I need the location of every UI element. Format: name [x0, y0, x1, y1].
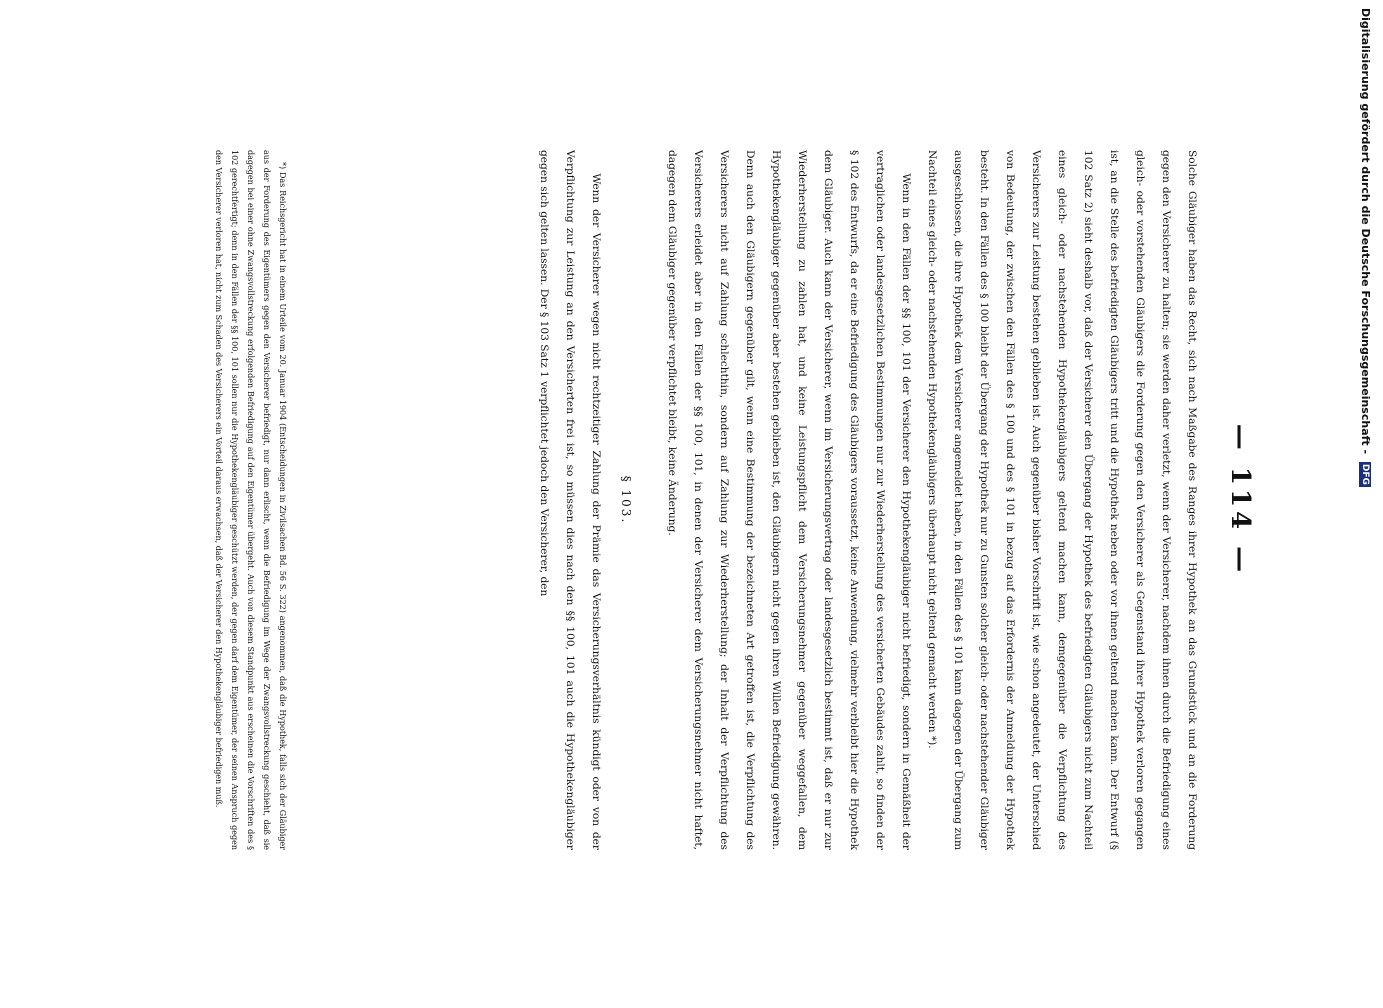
paragraph-section: Wenn der Versicherer wegen nicht rechtzeitiger Zahlung der Prämie das Versicherungsverhältnis kündigt oder von der Verpflichtung zur Leistung an den Versicherten frei ist, so müssen dies nach den §§ 100, 101 auch die Hypothekengläubiger gegen sich gelten lassen. Der § 103 Satz 1 verpflichtet jedoch den Versicherer, den: [538, 150, 602, 850]
section-103: [295, 150, 645, 850]
footnote: [120, 150, 290, 850]
digitization-credit-sidebar: [1352, 0, 1378, 1000]
rotated-document-page: [115, 0, 1265, 1000]
section-heading: § 103.: [619, 475, 633, 525]
paragraph-2: Wenn in den Fällen der §§ 100, 101 der Versicherer den Hypothekengläubiger nicht befriedigt, sondern in Gemäßheit der vertraglichen oder landesgesetzlichen Bestimmungen nur zur Wiederherstellung des versicherten Gebäudes zahlt, so finden der § 102 des Entwurfs, da er eine Befriedigung des Gläubigers voraussetzt, keine Anwendung, vielmehr verbleibt hier die Hypothek dem Gläubiger. Auch kann der Versicherer, wenn im Versicherungsvertrag oder landesgesetzlich bestimmt ist, daß er nur zur Wiederherstellung zu zahlen hat, und keine Leistungspflicht dem Versicherungsnehmer gegenüber weggefallen, dem Hypothekengläubiger gegenüber aber bestehen geblieben ist, den Gläubigern nicht gegen ihren Willen Befriedigung gewähren. Denn auch den Gläubigern gegenüber gilt, wenn eine Bestimmung der bezeichneten Art getroffen ist, die Verpflichtung des Versicherers nicht auf Zahlung schlechthin, sondern auf Zahlung zur Wiederherstellung; der Inhalt der Verpflichtung des Versicherers erleidet aber in den Fällen der §§ 100, 101, in denen der Versicherer dem Versicherungsnehmer nicht haftet, dagegen dem Gläubiger gegenüber verpflichtet bleibt, keine Änderung.: [666, 150, 912, 850]
page-number: — 114 —: [1225, 423, 1255, 577]
paragraph-1: Solche Gläubiger haben das Recht, sich nach Maßgabe des Ranges ihrer Hypothek an das Grundstück und an die Forderung gegen den Versicherer zu halten; sie werden daher verletzt, wenn der Versicherer, nachdem ihnen durch die Befriedigung eines gleich- oder vorstehenden Gläubigers die Forderung gegen den Versicherer als Gegenstand ihrer Hypothek verloren gegangen ist, an die Stelle des befriedigten Gläubigers tritt und die Hypothek neben oder vor ihnen geltend machen kann. Der Entwurf (§ 102 Satz 2) sieht deshalb vor, daß der Versicherer den Übergang der Hypothek des befriedigten Gläubigers nicht zum Nachteil eines gleich- oder nachstehenden Hypothekengläubigers geltend machen kann, demgegenüber die Verpflichtung des Versicherers zur Leistung bestehen geblieben ist. Auch gegenüber bisher Vorschrift ist, wie schon angedeutet, der Unterschied von Bedeutung, der zwischen den Fällen des § 100 und des § 101 in bezug auf das Erfordernis der Anmeldung der Hypothek besteht. In den Fällen des § 100 bleibt der Übergang der Hypothek nur zu Gunsten solcher gleich- oder nachstehender Gläubiger ausgeschlossen, die ihre Hypothek dem Versicherer angemeldet haben, in den Fällen des § 101 kann dagegen der Übergang zum Nachteil eines gleich- oder nachstehenden Hypothekengläubigers überhaupt nicht geltend gemacht werden *).: [926, 150, 1198, 850]
dfg-logo-icon: DFG: [1360, 463, 1370, 485]
credit-text: Digitalisierung gefördert durch die Deutsche Forschungsgemeinschaft -: [1359, 8, 1372, 455]
main-text-top: [645, 150, 1205, 850]
footnote-text: *) Das Reichsgericht hat in einem Urteile vom 20. Januar 1904 (Entscheidungen in Zivilsachen Bd. 56 S. 322) angenommen, daß die Hypothek, falls sich der Gläubiger aus der Forderung des Eigentümers gegen den Versicherer befriedigt, nur dann erlischt, wenn die Befriedigung im Wege der Zwangsvollstreckung geschieht, daß sie dagegen bei einer ohne Zwangsvollstreckung erfolgenden Befriedigung auf den Eigentümer übergeht. Auch von diesem Standpunkt aus erscheinen die Vorschriften des § 102 gerechtfertigt; denn in den Fällen der §§ 100, 101 sollen nur die Hypothekengläubiger geschützt werden, der gegen darf dem Eigentümer, der seinen Anspruch gegen den Versicherer verloren hat, nicht zum Schaden des Versicherers ein Vorteil daraus erwachsen, daß der Versicherer den Hypothekengläubiger befriedigen muß.: [214, 150, 287, 850]
